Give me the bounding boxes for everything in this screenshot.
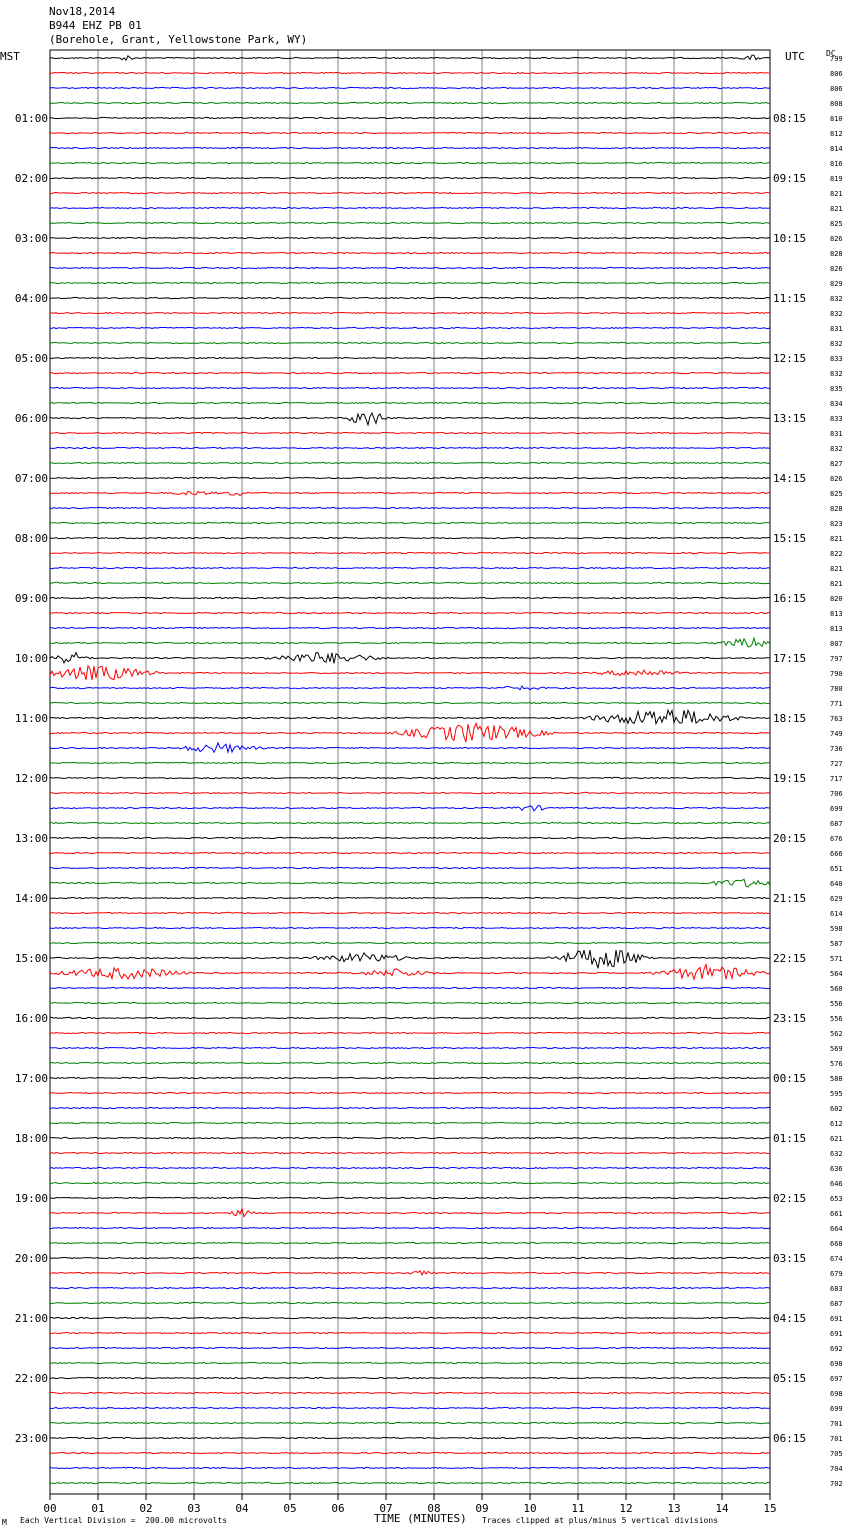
- dc-offset-label: 699: [830, 1405, 843, 1413]
- x-tick-label: 06: [331, 1502, 345, 1515]
- scale-note: Each Vertical Division = 200.00 microvolts: [20, 1516, 228, 1525]
- dc-offset-label: 683: [830, 1285, 843, 1293]
- trace-line: [50, 102, 770, 103]
- trace-line: [50, 724, 770, 742]
- dc-offset-label: 821: [830, 205, 843, 213]
- trace-line: [50, 1167, 770, 1168]
- dc-offset-label: 704: [830, 1465, 843, 1473]
- station-name: B944 EHZ PB 01: [49, 19, 142, 32]
- mst-hour-label: 13:00: [14, 832, 48, 845]
- trace-line: [50, 507, 770, 508]
- dc-offset-label: 813: [830, 625, 843, 633]
- trace-line: [50, 743, 770, 752]
- mst-hour-label: 05:00: [14, 352, 48, 365]
- dc-offset-label: 812: [830, 130, 843, 138]
- dc-offset-label: 653: [830, 1195, 843, 1203]
- utc-hour-label: 05:15: [773, 1372, 807, 1385]
- dc-offset-header: DC: [826, 49, 836, 58]
- dc-offset-label: 702: [830, 1480, 843, 1488]
- trace-line: [50, 1302, 770, 1303]
- dc-offset-label: 790: [830, 670, 843, 678]
- trace-line: [50, 117, 770, 118]
- dc-offset-label: 588: [830, 1075, 843, 1083]
- dc-offset-label: 727: [830, 760, 843, 768]
- dc-offset-label: 571: [830, 955, 843, 963]
- right-timezone-label: UTC: [785, 50, 805, 63]
- trace-line: [50, 413, 770, 425]
- dc-offset-label: 661: [830, 1210, 843, 1218]
- utc-hour-label: 02:15: [773, 1192, 807, 1205]
- trace-line: [50, 312, 770, 313]
- mst-hour-label: 01:00: [14, 112, 48, 125]
- dc-offset-label: 636: [830, 1165, 843, 1173]
- dc-offset-label: 832: [830, 295, 843, 303]
- dc-offset-label: 598: [830, 925, 843, 933]
- trace-line: [50, 477, 770, 478]
- dc-offset-label: 687: [830, 820, 843, 828]
- trace-line: [50, 1092, 770, 1093]
- dc-offset-label: 697: [830, 1375, 843, 1383]
- dc-offset-label: 691: [830, 1330, 843, 1338]
- x-tick-label: 00: [43, 1502, 57, 1515]
- plot-frame: [50, 50, 770, 1494]
- dc-offset-label: 806: [830, 70, 843, 78]
- utc-hour-label: 04:15: [773, 1312, 807, 1325]
- trace-line: [50, 1257, 770, 1258]
- dc-offset-label: 560: [830, 985, 843, 993]
- dc-offset-label: 821: [830, 535, 843, 543]
- mst-hour-label: 23:00: [14, 1432, 48, 1445]
- utc-hour-label: 19:15: [773, 772, 807, 785]
- dc-offset-label: 736: [830, 745, 843, 753]
- trace-line: [50, 702, 770, 703]
- trace-line: [50, 537, 770, 538]
- trace-line: [50, 582, 770, 583]
- mst-hour-label: 20:00: [14, 1252, 48, 1265]
- dc-offset-label: 595: [830, 1090, 843, 1098]
- mst-hour-label: 18:00: [14, 1132, 48, 1145]
- mst-hour-label: 17:00: [14, 1072, 48, 1085]
- utc-hour-label: 12:15: [773, 352, 807, 365]
- utc-hour-label: 17:15: [773, 652, 807, 665]
- dc-offset-label: 832: [830, 310, 843, 318]
- dc-offset-label: 833: [830, 415, 843, 423]
- trace-line: [50, 653, 770, 664]
- mst-hour-label: 10:00: [14, 652, 48, 665]
- dc-offset-label: 698: [830, 1360, 843, 1368]
- mst-hour-label: 12:00: [14, 772, 48, 785]
- utc-hour-label: 20:15: [773, 832, 807, 845]
- x-axis-title: TIME (MINUTES): [374, 1512, 467, 1525]
- dc-offset-label: 810: [830, 115, 843, 123]
- x-tick-label: 04: [235, 1502, 249, 1515]
- dc-offset-label: 832: [830, 445, 843, 453]
- trace-line: [50, 237, 770, 238]
- dc-offset-label: 564: [830, 970, 843, 978]
- utc-hour-label: 16:15: [773, 592, 807, 605]
- trace-line: [50, 837, 770, 838]
- trace-line: [50, 297, 770, 298]
- trace-line: [50, 402, 770, 403]
- utc-hour-label: 03:15: [773, 1252, 807, 1265]
- dc-offset-label: 666: [830, 850, 843, 858]
- dc-offset-label: 632: [830, 1150, 843, 1158]
- trace-line: [50, 1317, 770, 1318]
- dc-offset-label: 701: [830, 1420, 843, 1428]
- mst-hour-labels: [15, 112, 48, 1445]
- trace-line: [50, 1362, 770, 1363]
- dc-offset-label: 717: [830, 775, 843, 783]
- dc-offset-label: 821: [830, 580, 843, 588]
- dc-offset-label: 807: [830, 640, 843, 648]
- dc-offset-label: 556: [830, 1000, 843, 1008]
- utc-hour-label: 14:15: [773, 472, 807, 485]
- utc-hour-label: 09:15: [773, 172, 807, 185]
- trace-line: [50, 162, 770, 163]
- dc-offset-label: 640: [830, 880, 843, 888]
- trace-line: [50, 965, 770, 980]
- trace-line: [50, 1062, 770, 1063]
- dc-offset-label: 679: [830, 1270, 843, 1278]
- trace-line: [50, 612, 770, 613]
- utc-hour-labels: [773, 112, 806, 1445]
- trace-line: [50, 1077, 770, 1078]
- utc-hour-label: 01:15: [773, 1132, 807, 1145]
- trace-line: [50, 192, 770, 193]
- x-tick-label: 15: [763, 1502, 777, 1515]
- dc-offset-label: 698: [830, 1390, 843, 1398]
- trace-line: [50, 552, 770, 553]
- dc-offset-label: 820: [830, 595, 843, 603]
- trace-line: [50, 822, 770, 823]
- dc-offset-label: 834: [830, 400, 843, 408]
- dc-offset-label: 822: [830, 550, 843, 558]
- seismogram-traces: [50, 55, 770, 1484]
- x-tick-label: 10: [523, 1502, 537, 1515]
- trace-line: [50, 1467, 770, 1468]
- utc-hour-label: 22:15: [773, 952, 807, 965]
- dc-offset-label: 614: [830, 910, 843, 918]
- dc-offset-label: 701: [830, 1435, 843, 1443]
- trace-line: [50, 87, 770, 88]
- trace-line: [50, 942, 770, 943]
- trace-line: [50, 867, 770, 868]
- dc-offset-label: 799: [830, 55, 843, 63]
- trace-line: [50, 1407, 770, 1408]
- dc-offset-label: 576: [830, 1060, 843, 1068]
- dc-offset-label: 826: [830, 235, 843, 243]
- trace-line: [50, 597, 770, 598]
- trace-line: [50, 1227, 770, 1228]
- dc-offset-label: 813: [830, 610, 843, 618]
- utc-hour-label: 15:15: [773, 532, 807, 545]
- trace-line: [50, 447, 770, 448]
- trace-line: [50, 462, 770, 463]
- dc-offset-label: 831: [830, 325, 843, 333]
- dc-offset-label: 705: [830, 1450, 843, 1458]
- x-tick-label: 09: [475, 1502, 489, 1515]
- trace-line: [50, 1152, 770, 1153]
- trace-line: [50, 177, 770, 178]
- trace-line: [50, 1002, 770, 1003]
- dc-offset-label: 827: [830, 460, 843, 468]
- trace-line: [50, 342, 770, 343]
- mst-hour-label: 22:00: [14, 1372, 48, 1385]
- trace-line: [50, 1017, 770, 1018]
- utc-hour-label: 21:15: [773, 892, 807, 905]
- trace-line: [50, 1137, 770, 1138]
- trace-line: [50, 927, 770, 928]
- trace-line: [50, 1047, 770, 1048]
- minute-grid: [50, 50, 770, 1494]
- dc-offset-label: 826: [830, 265, 843, 273]
- dc-offset-label: 821: [830, 565, 843, 573]
- x-tick-label: 08: [427, 1502, 441, 1515]
- trace-line: [50, 252, 770, 253]
- mst-hour-label: 11:00: [14, 712, 48, 725]
- dc-offset-label: 814: [830, 145, 843, 153]
- utc-hour-label: 23:15: [773, 1012, 807, 1025]
- x-tick-label: 11: [571, 1502, 585, 1515]
- dc-offset-label: 691: [830, 1315, 843, 1323]
- dc-offset-label: 749: [830, 730, 843, 738]
- dc-offset-label: 668: [830, 1240, 843, 1248]
- mst-hour-label: 07:00: [14, 472, 48, 485]
- mst-hour-label: 08:00: [14, 532, 48, 545]
- dc-offset-label: 569: [830, 1045, 843, 1053]
- mst-hour-label: 15:00: [14, 952, 48, 965]
- trace-line: [50, 1452, 770, 1453]
- x-tick-label: 02: [139, 1502, 153, 1515]
- dc-offset-label: 821: [830, 190, 843, 198]
- trace-line: [50, 387, 770, 388]
- dc-offset-label: 692: [830, 1345, 843, 1353]
- trace-line: [50, 282, 770, 283]
- trace-line: [50, 777, 770, 778]
- trace-line: [50, 950, 770, 968]
- trace-line: [50, 55, 770, 60]
- dc-offset-label: 763: [830, 715, 843, 723]
- trace-line: [50, 357, 770, 358]
- trace-line: [50, 72, 770, 73]
- mst-hour-label: 06:00: [14, 412, 48, 425]
- dc-offset-label: 806: [830, 85, 843, 93]
- trace-line: [50, 710, 770, 724]
- x-tick-label: 14: [715, 1502, 729, 1515]
- dc-offset-label: 587: [830, 940, 843, 948]
- trace-line: [50, 879, 770, 887]
- dc-offset-label: 825: [830, 490, 843, 498]
- dc-offset-label: 676: [830, 835, 843, 843]
- dc-offset-label: 674: [830, 1255, 843, 1263]
- trace-line: [50, 1209, 770, 1217]
- dc-offset-label: 556: [830, 1015, 843, 1023]
- trace-line: [50, 1332, 770, 1333]
- x-tick-label: 05: [283, 1502, 297, 1515]
- utc-hour-label: 00:15: [773, 1072, 807, 1085]
- mst-hour-label: 03:00: [14, 232, 48, 245]
- utc-hour-label: 08:15: [773, 112, 807, 125]
- trace-line: [50, 987, 770, 988]
- dc-offset-label: 825: [830, 220, 843, 228]
- dc-offset-label: 771: [830, 700, 843, 708]
- dc-offset-label: 629: [830, 895, 843, 903]
- utc-hour-label: 13:15: [773, 412, 807, 425]
- trace-line: [50, 222, 770, 223]
- trace-line: [50, 686, 770, 690]
- dc-offset-label: 699: [830, 805, 843, 813]
- trace-line: [50, 522, 770, 523]
- trace-line: [50, 327, 770, 328]
- mst-hour-label: 14:00: [14, 892, 48, 905]
- trace-line: [50, 1377, 770, 1378]
- dc-offset-label: 826: [830, 475, 843, 483]
- trace-line: [50, 1271, 770, 1275]
- trace-line: [50, 1182, 770, 1183]
- dc-offset-label: 823: [830, 520, 843, 528]
- dc-offset-label: 832: [830, 370, 843, 378]
- x-tick-label: 07: [379, 1502, 393, 1515]
- trace-line: [50, 1482, 770, 1483]
- trace-line: [50, 132, 770, 133]
- dc-offset-label: 602: [830, 1105, 843, 1113]
- corner-mark: M: [2, 1518, 7, 1527]
- trace-line: [50, 491, 770, 495]
- x-tick-label: 01: [91, 1502, 105, 1515]
- dc-offset-label: 562: [830, 1030, 843, 1038]
- trace-line: [50, 792, 770, 793]
- dc-offset-label: 829: [830, 280, 843, 288]
- trace-line: [50, 912, 770, 913]
- trace-line: [50, 1032, 770, 1033]
- dc-offset-label: 808: [830, 100, 843, 108]
- x-tick-label: 12: [619, 1502, 633, 1515]
- trace-line: [50, 372, 770, 373]
- utc-hour-label: 11:15: [773, 292, 807, 305]
- mst-hour-label: 19:00: [14, 1192, 48, 1205]
- trace-line: [50, 267, 770, 268]
- mst-hour-label: 02:00: [14, 172, 48, 185]
- dc-offset-label: 621: [830, 1135, 843, 1143]
- trace-line: [50, 1392, 770, 1393]
- utc-hour-label: 06:15: [773, 1432, 807, 1445]
- trace-line: [50, 1197, 770, 1198]
- dc-offset-label: 612: [830, 1120, 843, 1128]
- trace-line: [50, 567, 770, 568]
- dc-offset-label: 687: [830, 1300, 843, 1308]
- trace-line: [50, 1242, 770, 1243]
- dc-offset-label: 816: [830, 160, 843, 168]
- x-tick-label: 13: [667, 1502, 681, 1515]
- dc-offset-label: 706: [830, 790, 843, 798]
- dc-offset-label: 646: [830, 1180, 843, 1188]
- dc-offset-label: 835: [830, 385, 843, 393]
- dc-offset-label: 780: [830, 685, 843, 693]
- trace-line: [50, 627, 770, 628]
- dc-offset-label: 797: [830, 655, 843, 663]
- clip-note: Traces clipped at plus/minus 5 vertical divisions: [482, 1516, 719, 1525]
- trace-line: [50, 638, 770, 647]
- trace-line: [50, 432, 770, 433]
- dc-offset-label: 828: [830, 505, 843, 513]
- station-location: (Borehole, Grant, Yellowstone Park, WY): [49, 33, 308, 46]
- mst-hour-label: 21:00: [14, 1312, 48, 1325]
- utc-hour-label: 10:15: [773, 232, 807, 245]
- trace-line: [50, 666, 770, 680]
- mst-hour-label: 04:00: [14, 292, 48, 305]
- trace-line: [50, 1422, 770, 1423]
- trace-line: [50, 147, 770, 148]
- dc-offset-label: 832: [830, 340, 843, 348]
- trace-line: [50, 806, 770, 811]
- trace-line: [50, 1107, 770, 1108]
- dc-offset-label: 828: [830, 250, 843, 258]
- trace-line: [50, 1437, 770, 1438]
- trace-line: [50, 852, 770, 853]
- trace-line: [50, 897, 770, 898]
- trace-line: [50, 1347, 770, 1348]
- utc-hour-label: 18:15: [773, 712, 807, 725]
- trace-line: [50, 762, 770, 763]
- trace-line: [50, 1122, 770, 1123]
- trace-line: [50, 1287, 770, 1288]
- dc-offset-label: 833: [830, 355, 843, 363]
- mst-hour-label: 16:00: [14, 1012, 48, 1025]
- plot-date: Nov18,2014: [49, 5, 116, 18]
- trace-line: [50, 207, 770, 208]
- dc-offset-label: 819: [830, 175, 843, 183]
- dc-offset-label: 831: [830, 430, 843, 438]
- mst-hour-label: 09:00: [14, 592, 48, 605]
- left-timezone-label: MST: [0, 50, 20, 63]
- dc-offset-label: 651: [830, 865, 843, 873]
- dc-offset-label: 664: [830, 1225, 843, 1233]
- dc-offset-labels: [830, 55, 843, 1488]
- x-tick-label: 03: [187, 1502, 201, 1515]
